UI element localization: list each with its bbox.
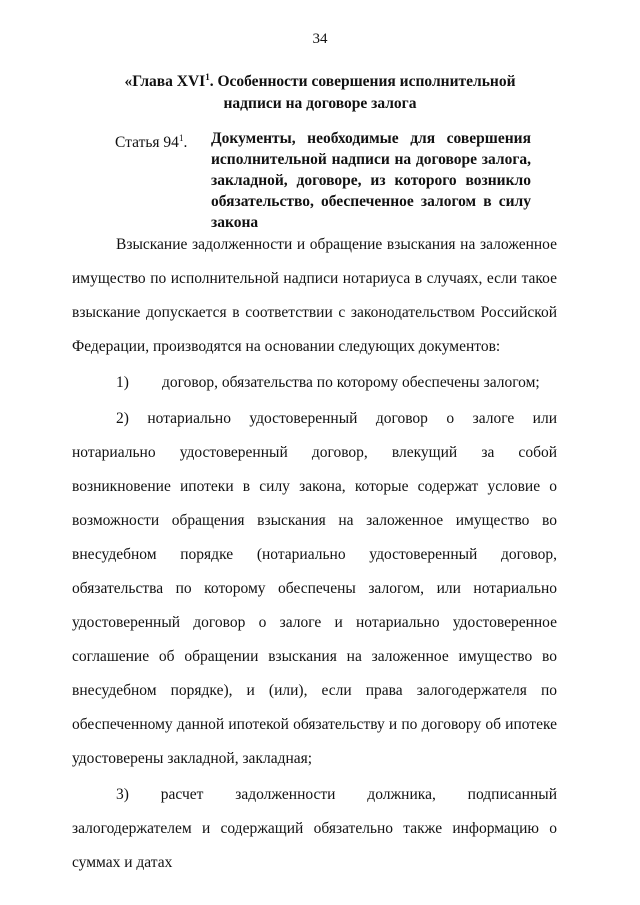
intro-paragraph: Взыскание задолженности и обращение взыскания на заложенное имущество по исполнительной надписи нотариуса в случаях, если такое взыскание допускается в соответствии с законодательством Российской Федерации, производятся на основании следующих документов: xyxy=(72,236,557,355)
article-label xyxy=(115,128,187,153)
chapter-heading-line2: надписи на договоре залога xyxy=(223,95,417,112)
article-superscript: 1 xyxy=(178,133,184,143)
chapter-title-prefix: «Глава XVI xyxy=(124,73,206,90)
chapter-heading-line1 xyxy=(100,66,540,93)
article-label-suffix: . xyxy=(183,134,188,151)
list-item-3: 3) расчет задолженности должника, подписанный залогодержателем и содержащий обязательно также информацию о суммах и датах xyxy=(72,786,557,871)
chapter-heading xyxy=(100,66,540,115)
list-item-2: 2) нотариально удостоверенный договор о залоге или нотариально удостоверенный договор, влекущий за собой возникновение ипотеки в силу закона, которые содержат условие о возможности обращения взыскания на заложенное имущество во внесудебном порядке (нотариально удостоверенный договор, обязательства по которому обеспечены залогом, или нотариально удостоверенный договор о залоге и нотариально удостоверенное соглашение об обращении взыскания на заложенное имущество во внесудебном порядке), и (или), если права залогодержателя по обеспеченному данной ипотекой обязательству и по договору об ипотеке удостоверены закладной, закладная; xyxy=(72,410,557,767)
list-item-1-number: 1) xyxy=(116,374,129,391)
chapter-title-suffix: . Особенности совершения исполнительной xyxy=(209,73,516,90)
page-number: 34 xyxy=(312,31,328,47)
list-item-1-text: договор, обязательства по которому обеспечены залогом; xyxy=(162,374,540,391)
article-title: Документы, необходимые для совершения исполнительной надписи на договоре залога, закладной, договоре, из которого возникло обязательство, обеспеченное залогом в силу закона xyxy=(211,130,531,231)
article-body xyxy=(72,228,557,880)
list-item-1 xyxy=(72,366,557,400)
chapter-superscript: 1 xyxy=(205,72,210,82)
article-label-prefix: Статья 94 xyxy=(115,134,179,151)
